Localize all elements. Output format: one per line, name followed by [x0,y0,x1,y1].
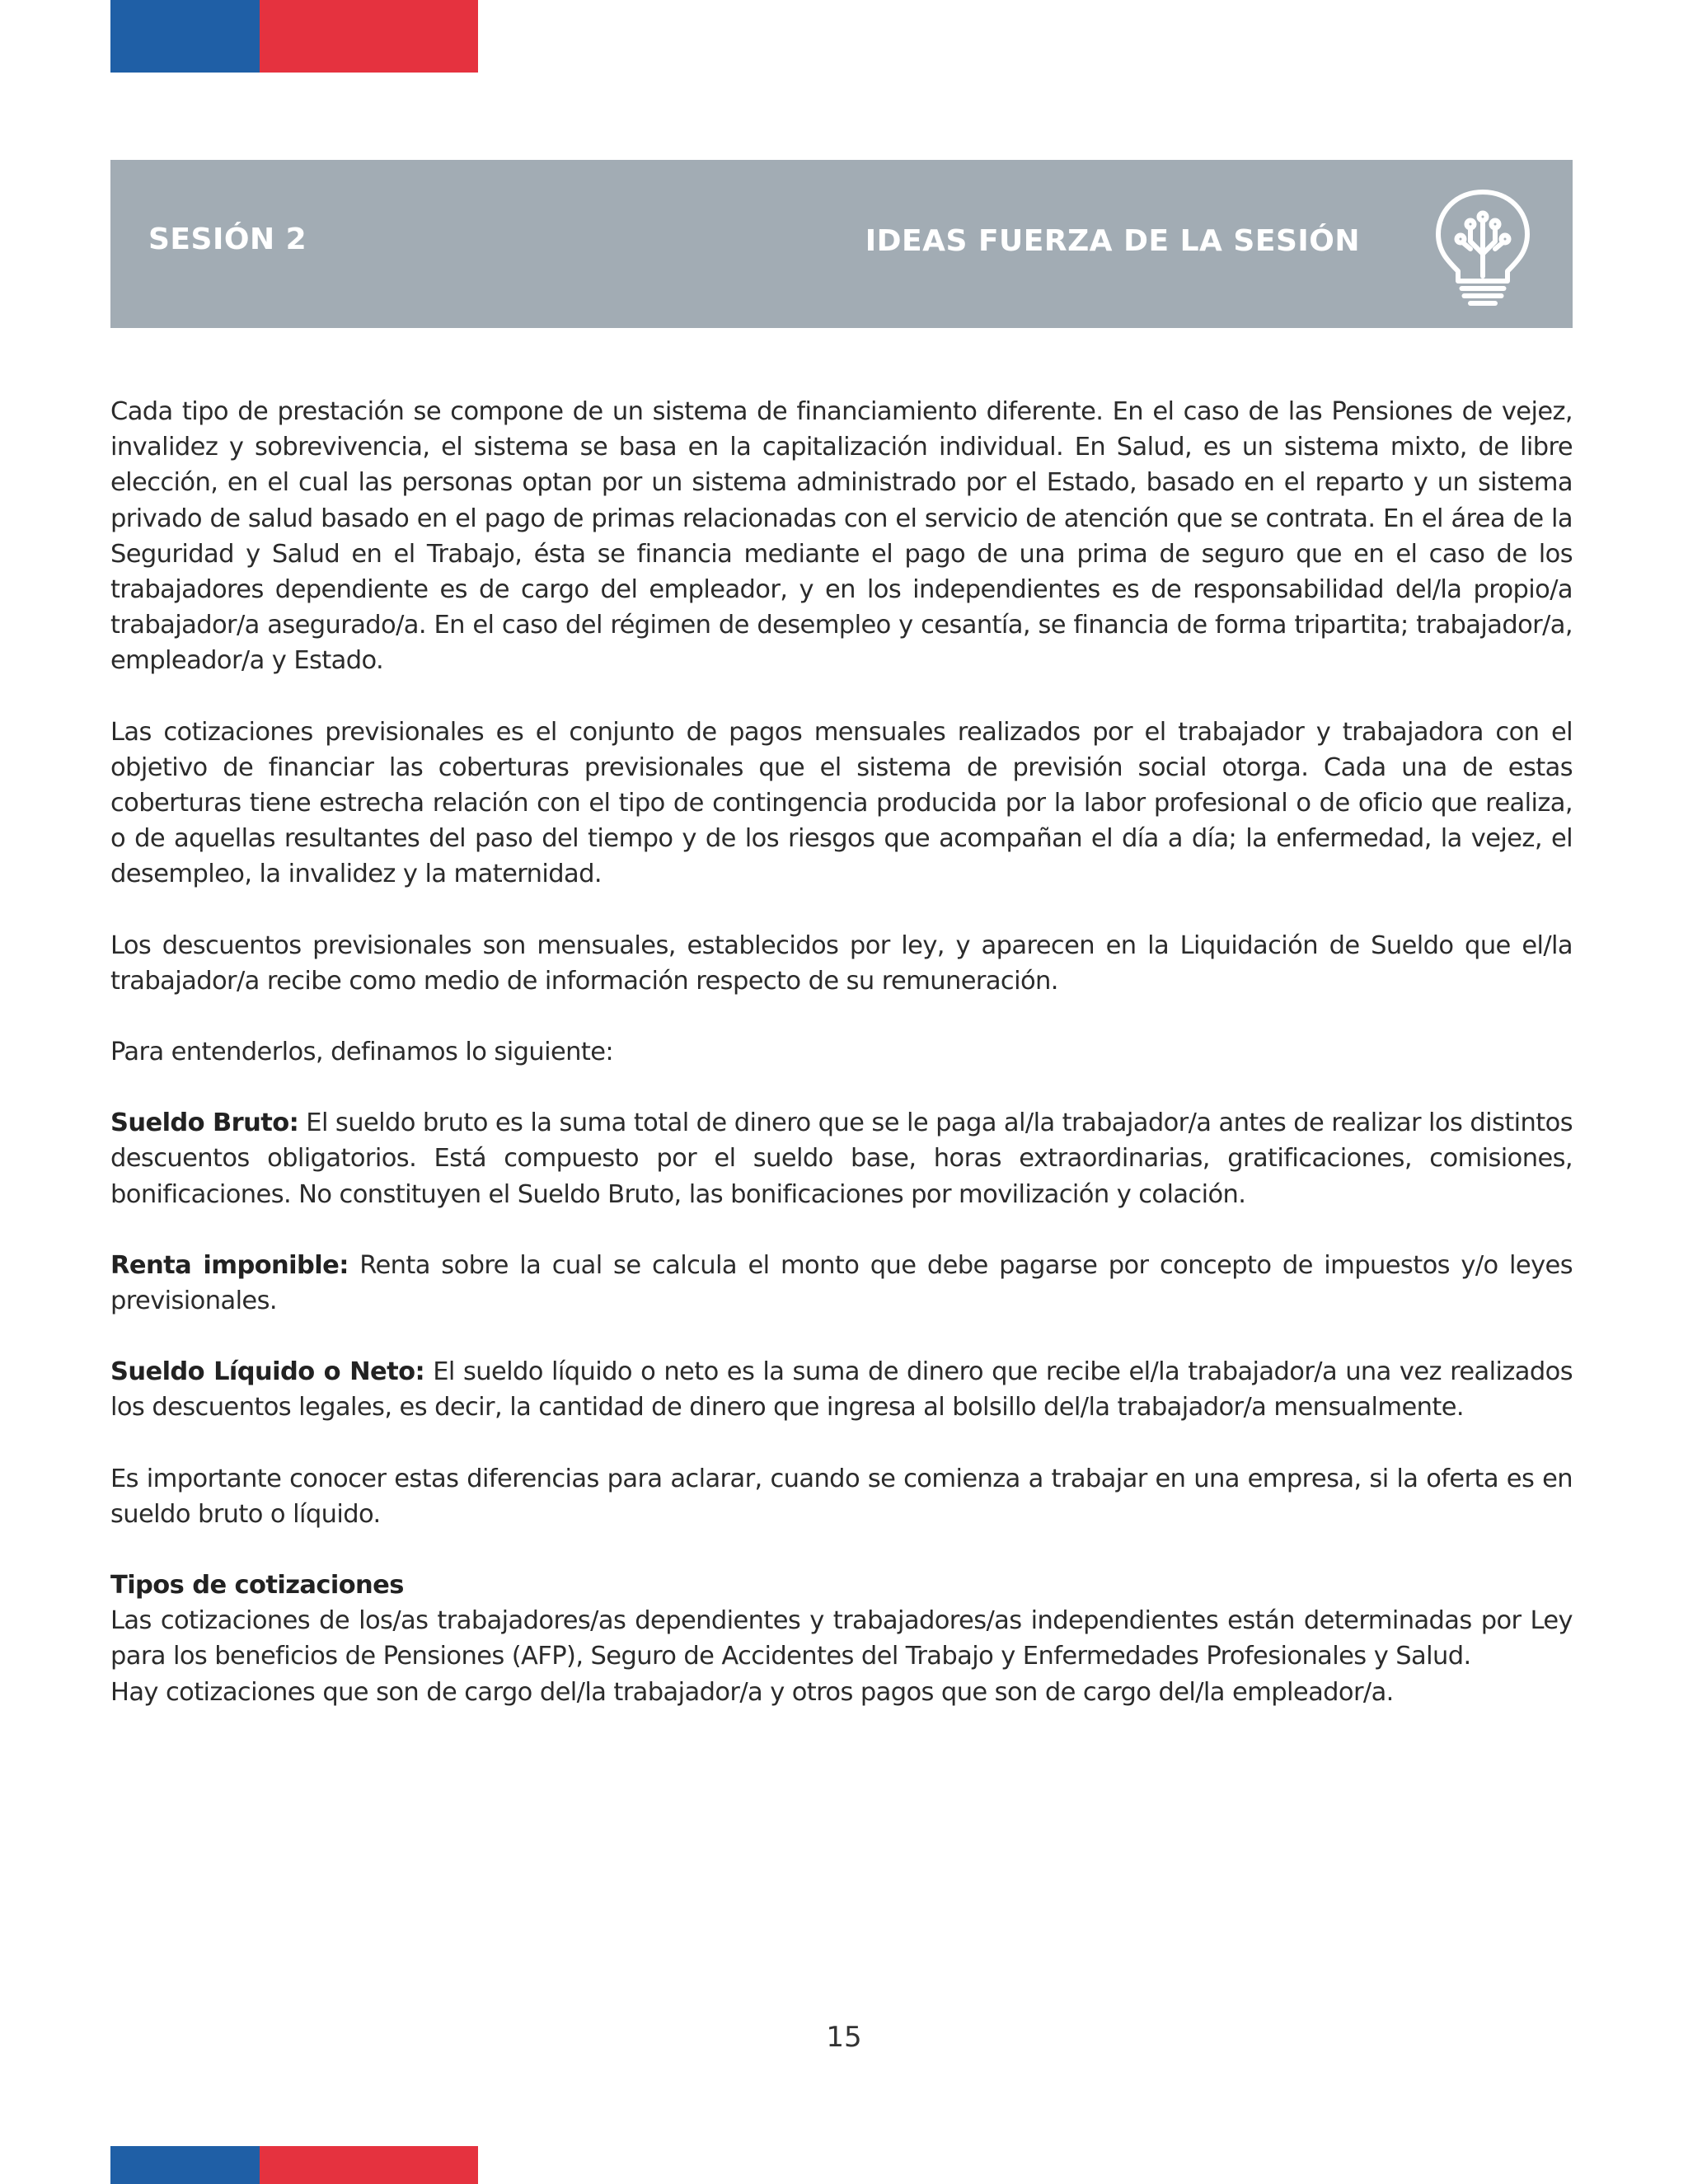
flag-red-block [260,0,478,73]
paragraph-tipos-line1: Las cotizaciones de los/as trabajadores/as dependientes y trabajadores/as independientes están determinadas por Ley para los beneficios de Pensiones (AFP), Seguro de Accidentes del Trabajo y Enfermedades Profesionales y Salud. [110,1606,1573,1671]
definition-text: El sueldo bruto es la suma total de dinero que se le paga al/la trabajador/a antes de realizar los distintos descuentos obligatorios. Está compuesto por el sueldo base, horas extraordinarias, gratificaciones, comisiones, bonificaciones. No constituyen el Sueldo Bruto, las bonificaciones por movilización y colación. [110,1108,1573,1209]
paragraph-cotizaciones: Las cotizaciones previsionales es el conjunto de pagos mensuales realizados por el trabajador y trabajadora con el objetivo de financiar las coberturas previsionales que el sistema de previsión social otorga. Cada una de estas coberturas tiene estrecha relación con el tipo de contingencia producida por la labor profesional o de oficio que realiza, o de aquellas resultantes del paso del tiempo y de los riesgos que acompañan el día a día; la enfermedad, la vejez, el desempleo, la invalidez y la maternidad. [110,717,1573,889]
subheading-text: Tipos de cotizaciones [110,1571,404,1601]
subheading-tipos-cotizaciones [110,1568,1573,1603]
flag-red-block [260,2146,478,2184]
main-content [110,394,1573,1710]
definition-term: Sueldo Bruto: [110,1108,299,1138]
lightbulb-icon [1421,185,1545,308]
definition-text: El sueldo líquido o neto es la suma de dinero que recibe el/la trabajador/a una vez realizados los descuentos legales, es decir, la cantidad de dinero que ingresa al bolsillo del/la trabajador/a mensualmente. [110,1357,1573,1422]
definition-text: Renta sobre la cual se calcula el monto que debe pagarse por concepto de impuestos y/o leyes previsionales. [110,1250,1573,1316]
paragraph-financiamiento: Cada tipo de prestación se compone de un sistema de financiamiento diferente. En el caso de las Pensiones de vejez, invalidez y sobrevivencia, el sistema se basa en la capitalización individual. En Salud, es un sistema mixto, de libre elección, en el cual las personas optan por un sistema administrado por el Estado, basado en el reparto y un sistema privado de salud basado en el pago de primas relacionadas con el servicio de atención que se contrata. En el área de la Seguridad y Salud en el Trabajo, ésta se financia mediante el pago de una prima de seguro que en el caso de los trabajadores dependiente es de cargo del empleador, y en los independientes es de responsabilidad del/la propio/a trabajador/a asegurado/a. En el caso del régimen de desempleo y cesantía, se financia de forma tripartita; trabajador/a, empleador/a y Estado. [110,397,1573,676]
flag-blue-block [110,2146,260,2184]
session-label: SESIÓN 2 [148,223,307,256]
definition-term: Renta imponible: [110,1250,349,1280]
definition-term: Sueldo Líquido o Neto: [110,1357,425,1387]
flag-blue-block [110,0,260,73]
paragraph-tipos-line2: Hay cotizaciones que son de cargo del/la trabajador/a y otros pagos que son de cargo del/la empleador/a. [110,1677,1394,1707]
definition-sueldo-bruto [110,1105,1573,1212]
paragraph-intro-definiciones: Para entenderlos, definamos lo siguiente: [110,1038,614,1067]
paragraph-descuentos: Los descuentos previsionales son mensuales, establecidos por ley, y aparecen en la Liquidación de Sueldo que el/la trabajador/a recibe como medio de información respecto de su remuneración. [110,930,1573,996]
bottom-flag-stripe [110,2146,478,2184]
top-flag-stripe [110,0,478,73]
definition-renta-imponible [110,1248,1573,1319]
session-banner [110,160,1573,328]
section-title: IDEAS FUERZA DE LA SESIÓN [865,224,1360,258]
definition-sueldo-liquido [110,1354,1573,1425]
page-number: 15 [826,2021,862,2054]
paragraph-diferencias: Es importante conocer estas diferencias para aclarar, cuando se comienza a trabajar en una empresa, si la oferta es en sueldo bruto o líquido. [110,1464,1573,1529]
